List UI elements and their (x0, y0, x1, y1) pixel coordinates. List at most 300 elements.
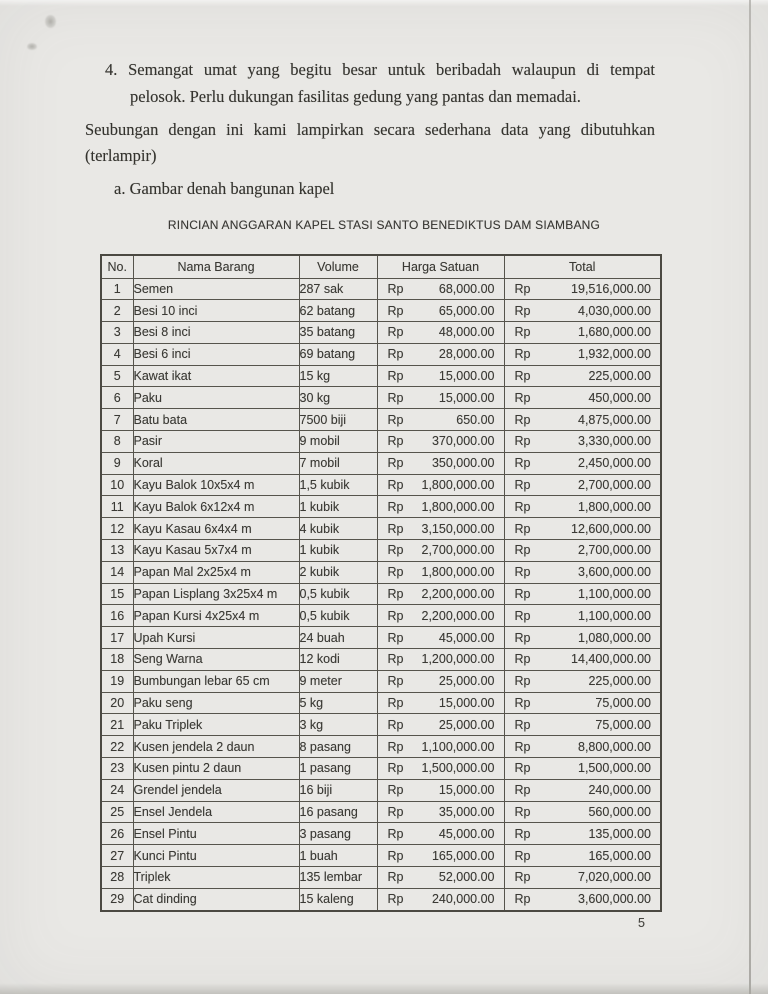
table-row (101, 627, 661, 649)
cell-total (504, 583, 661, 605)
total-amount: 450,000.00 (588, 390, 651, 405)
table-row (101, 278, 661, 300)
cell-volume: 16 biji (299, 779, 377, 801)
cell-total (504, 605, 661, 627)
cell-nama-barang: Papan Lisplang 3x25x4 m (133, 583, 299, 605)
cell-volume: 0,5 kubik (299, 605, 377, 627)
total-amount: 19,516,000.00 (571, 281, 651, 296)
cell-harga-satuan (377, 387, 504, 409)
cell-volume: 7 mobil (299, 452, 377, 474)
cell-nama-barang: Papan Mal 2x25x4 m (133, 561, 299, 583)
table-row (101, 736, 661, 758)
table-row (101, 561, 661, 583)
currency-label: Rp (387, 587, 404, 602)
header-nama-barang: Nama Barang (133, 255, 299, 278)
cell-harga-satuan (377, 714, 504, 736)
cell-no: 17 (101, 627, 133, 649)
budget-table-body (101, 278, 661, 911)
scan-speckle (45, 15, 56, 28)
cell-no: 3 (101, 322, 133, 344)
harga-amount: 350,000.00 (431, 456, 495, 471)
cell-total (504, 845, 661, 867)
total-amount: 3,600,000.00 (578, 565, 651, 580)
scan-edge-line (749, 0, 751, 994)
currency-label: Rp (514, 412, 531, 427)
cell-nama-barang: Seng Warna (133, 649, 299, 671)
cell-total (504, 888, 661, 911)
cell-volume: 30 kg (299, 387, 377, 409)
currency-label: Rp (387, 739, 404, 754)
cell-nama-barang: Kayu Kasau 5x7x4 m (133, 540, 299, 562)
cell-volume: 287 sak (299, 278, 377, 300)
currency-label: Rp (514, 347, 531, 362)
currency-label: Rp (514, 739, 531, 754)
header-volume: Volume (299, 255, 377, 278)
currency-label: Rp (387, 674, 404, 689)
currency-label: Rp (514, 717, 531, 732)
currency-label: Rp (387, 347, 404, 362)
currency-label: Rp (514, 652, 531, 667)
header-row (101, 255, 661, 278)
cell-harga-satuan (377, 496, 504, 518)
cell-volume: 9 meter (299, 670, 377, 692)
cell-nama-barang: Kusen pintu 2 daun (133, 758, 299, 780)
total-amount: 14,400,000.00 (571, 652, 651, 667)
scan-speckle (27, 43, 37, 50)
cell-total (504, 670, 661, 692)
table-row (101, 583, 661, 605)
currency-label: Rp (387, 630, 404, 645)
page-number: 5 (638, 916, 645, 930)
harga-amount: 15,000.00 (438, 696, 495, 711)
total-amount: 3,330,000.00 (578, 434, 651, 449)
harga-amount: 650.00 (456, 412, 495, 427)
currency-label: Rp (514, 826, 531, 841)
cell-total (504, 365, 661, 387)
cell-no: 7 (101, 409, 133, 431)
cell-harga-satuan (377, 801, 504, 823)
cell-nama-barang: Pasir (133, 431, 299, 453)
cell-no: 21 (101, 714, 133, 736)
harga-amount: 15,000.00 (438, 369, 495, 384)
cell-harga-satuan (377, 409, 504, 431)
currency-label: Rp (387, 892, 404, 907)
cell-volume: 0,5 kubik (299, 583, 377, 605)
harga-amount: 45,000.00 (438, 826, 495, 841)
table-row (101, 322, 661, 344)
header-total: Total (504, 255, 661, 278)
cell-no: 6 (101, 387, 133, 409)
total-amount: 1,932,000.00 (578, 347, 651, 362)
cell-no: 12 (101, 518, 133, 540)
cell-volume: 24 buah (299, 627, 377, 649)
table-row (101, 518, 661, 540)
cell-nama-barang: Triplek (133, 867, 299, 889)
cell-no: 13 (101, 540, 133, 562)
cell-nama-barang: Kunci Pintu (133, 845, 299, 867)
table-row (101, 758, 661, 780)
total-amount: 7,020,000.00 (578, 870, 651, 885)
table-row (101, 670, 661, 692)
cell-harga-satuan (377, 758, 504, 780)
paragraph-point4-line2: pelosok. Perlu dukungan fasilitas gedung yang pantas dan memadai. (130, 87, 581, 106)
paragraph-intro-line2: (terlampir) (85, 146, 157, 165)
cell-volume: 1 kubik (299, 540, 377, 562)
currency-label: Rp (387, 478, 404, 493)
harga-amount: 65,000.00 (438, 303, 495, 318)
table-row (101, 801, 661, 823)
total-amount: 1,500,000.00 (578, 761, 651, 776)
cell-total (504, 409, 661, 431)
currency-label: Rp (387, 826, 404, 841)
cell-nama-barang: Batu bata (133, 409, 299, 431)
cell-harga-satuan (377, 736, 504, 758)
currency-label: Rp (514, 303, 531, 318)
cell-no: 27 (101, 845, 133, 867)
currency-label: Rp (514, 434, 531, 449)
cell-total (504, 540, 661, 562)
cell-total (504, 714, 661, 736)
currency-label: Rp (514, 761, 531, 776)
cell-volume: 3 pasang (299, 823, 377, 845)
currency-label: Rp (387, 281, 404, 296)
total-amount: 240,000.00 (588, 783, 651, 798)
currency-label: Rp (514, 587, 531, 602)
table-row (101, 431, 661, 453)
cell-no: 1 (101, 278, 133, 300)
total-amount: 560,000.00 (588, 805, 651, 820)
cell-volume: 16 pasang (299, 801, 377, 823)
harga-amount: 25,000.00 (438, 674, 495, 689)
cell-total (504, 736, 661, 758)
cell-harga-satuan (377, 627, 504, 649)
cell-nama-barang: Kayu Balok 10x5x4 m (133, 474, 299, 496)
total-amount: 12,600,000.00 (571, 521, 651, 536)
scan-bottom-shade (0, 983, 768, 994)
paragraph-intro-line1: Seubungan dengan ini kami lampirkan secara sederhana data yang dibutuhkan (85, 120, 655, 139)
cell-harga-satuan (377, 278, 504, 300)
cell-nama-barang: Besi 8 inci (133, 322, 299, 344)
currency-label: Rp (387, 434, 404, 449)
cell-harga-satuan (377, 365, 504, 387)
cell-no: 4 (101, 343, 133, 365)
cell-no: 26 (101, 823, 133, 845)
currency-label: Rp (387, 369, 404, 384)
harga-amount: 28,000.00 (438, 347, 495, 362)
total-amount: 2,700,000.00 (578, 543, 651, 558)
total-amount: 225,000.00 (588, 369, 651, 384)
cell-harga-satuan (377, 605, 504, 627)
currency-label: Rp (514, 543, 531, 558)
harga-amount: 25,000.00 (438, 717, 495, 732)
currency-label: Rp (514, 478, 531, 493)
cell-harga-satuan (377, 343, 504, 365)
total-amount: 1,080,000.00 (578, 630, 651, 645)
list-item-a: a. Gambar denah bangunan kapel (114, 179, 335, 198)
total-amount: 4,875,000.00 (578, 412, 651, 427)
cell-total (504, 801, 661, 823)
total-amount: 8,800,000.00 (578, 739, 651, 754)
cell-no: 28 (101, 867, 133, 889)
table-row (101, 343, 661, 365)
cell-total (504, 518, 661, 540)
harga-amount: 52,000.00 (438, 870, 495, 885)
cell-no: 15 (101, 583, 133, 605)
cell-nama-barang: Kawat ikat (133, 365, 299, 387)
table-row (101, 845, 661, 867)
total-amount: 2,700,000.00 (578, 478, 651, 493)
harga-amount: 1,800,000.00 (421, 478, 495, 493)
total-amount: 2,450,000.00 (578, 456, 651, 471)
total-amount: 225,000.00 (588, 674, 651, 689)
currency-label: Rp (514, 805, 531, 820)
cell-nama-barang: Kayu Kasau 6x4x4 m (133, 518, 299, 540)
harga-amount: 370,000.00 (431, 434, 495, 449)
currency-label: Rp (514, 696, 531, 711)
harga-amount: 2,700,000.00 (421, 543, 495, 558)
table-row (101, 714, 661, 736)
currency-label: Rp (387, 325, 404, 340)
cell-no: 23 (101, 758, 133, 780)
cell-no: 11 (101, 496, 133, 518)
cell-harga-satuan (377, 845, 504, 867)
harga-amount: 1,800,000.00 (421, 565, 495, 580)
currency-label: Rp (387, 565, 404, 580)
cell-harga-satuan (377, 518, 504, 540)
currency-label: Rp (514, 870, 531, 885)
budget-table-header (101, 255, 661, 278)
currency-label: Rp (387, 390, 404, 405)
table-row (101, 452, 661, 474)
cell-volume: 15 kg (299, 365, 377, 387)
cell-no: 18 (101, 649, 133, 671)
table-row (101, 409, 661, 431)
table-row (101, 823, 661, 845)
currency-label: Rp (387, 761, 404, 776)
cell-harga-satuan (377, 867, 504, 889)
cell-volume: 2 kubik (299, 561, 377, 583)
total-amount: 4,030,000.00 (578, 303, 651, 318)
cell-nama-barang: Cat dinding (133, 888, 299, 911)
budget-table-title: RINCIAN ANGGARAN KAPEL STASI SANTO BENEDIKTUS DAM SIAMBANG (167, 218, 601, 232)
currency-label: Rp (514, 674, 531, 689)
cell-nama-barang: Ensel Pintu (133, 823, 299, 845)
cell-nama-barang: Kayu Balok 6x12x4 m (133, 496, 299, 518)
cell-volume: 1 pasang (299, 758, 377, 780)
cell-total (504, 496, 661, 518)
cell-nama-barang: Upah Kursi (133, 627, 299, 649)
cell-harga-satuan (377, 888, 504, 911)
harga-amount: 3,150,000.00 (421, 521, 495, 536)
harga-amount: 15,000.00 (438, 390, 495, 405)
harga-amount: 1,500,000.00 (421, 761, 495, 776)
cell-volume: 15 kaleng (299, 888, 377, 911)
budget-table (100, 254, 662, 912)
currency-label: Rp (514, 499, 531, 514)
cell-no: 22 (101, 736, 133, 758)
cell-no: 20 (101, 692, 133, 714)
harga-amount: 15,000.00 (438, 783, 495, 798)
cell-total (504, 474, 661, 496)
cell-total (504, 300, 661, 322)
harga-amount: 48,000.00 (438, 325, 495, 340)
cell-volume: 9 mobil (299, 431, 377, 453)
cell-nama-barang: Paku seng (133, 692, 299, 714)
currency-label: Rp (387, 412, 404, 427)
table-row (101, 649, 661, 671)
cell-harga-satuan (377, 823, 504, 845)
harga-amount: 45,000.00 (438, 630, 495, 645)
currency-label: Rp (387, 303, 404, 318)
cell-nama-barang: Besi 6 inci (133, 343, 299, 365)
cell-nama-barang: Besi 10 inci (133, 300, 299, 322)
harga-amount: 165,000.00 (431, 848, 495, 863)
cell-no: 10 (101, 474, 133, 496)
currency-label: Rp (514, 848, 531, 863)
cell-nama-barang: Paku Triplek (133, 714, 299, 736)
cell-volume: 12 kodi (299, 649, 377, 671)
table-row (101, 605, 661, 627)
currency-label: Rp (514, 892, 531, 907)
cell-volume: 3 kg (299, 714, 377, 736)
cell-total (504, 758, 661, 780)
currency-label: Rp (514, 783, 531, 798)
currency-label: Rp (514, 608, 531, 623)
total-amount: 1,100,000.00 (578, 587, 651, 602)
currency-label: Rp (514, 390, 531, 405)
cell-no: 5 (101, 365, 133, 387)
currency-label: Rp (387, 783, 404, 798)
cell-no: 16 (101, 605, 133, 627)
cell-volume: 135 lembar (299, 867, 377, 889)
cell-total (504, 343, 661, 365)
table-row (101, 692, 661, 714)
harga-amount: 1,800,000.00 (421, 499, 495, 514)
harga-amount: 2,200,000.00 (421, 608, 495, 623)
header-no: No. (101, 255, 133, 278)
cell-nama-barang: Ensel Jendela (133, 801, 299, 823)
table-row (101, 888, 661, 911)
cell-no: 14 (101, 561, 133, 583)
total-amount: 165,000.00 (588, 848, 651, 863)
cell-total (504, 322, 661, 344)
total-amount: 3,600,000.00 (578, 892, 651, 907)
table-row (101, 867, 661, 889)
cell-harga-satuan (377, 561, 504, 583)
cell-total (504, 561, 661, 583)
cell-no: 24 (101, 779, 133, 801)
cell-harga-satuan (377, 649, 504, 671)
cell-volume: 5 kg (299, 692, 377, 714)
cell-harga-satuan (377, 431, 504, 453)
currency-label: Rp (387, 696, 404, 711)
cell-total (504, 649, 661, 671)
cell-total (504, 779, 661, 801)
cell-nama-barang: Paku (133, 387, 299, 409)
total-amount: 75,000.00 (595, 717, 651, 732)
cell-volume: 62 batang (299, 300, 377, 322)
cell-nama-barang: Kusen jendela 2 daun (133, 736, 299, 758)
cell-harga-satuan (377, 452, 504, 474)
currency-label: Rp (387, 608, 404, 623)
cell-total (504, 452, 661, 474)
table-row (101, 496, 661, 518)
cell-nama-barang: Papan Kursi 4x25x4 m (133, 605, 299, 627)
cell-no: 9 (101, 452, 133, 474)
cell-total (504, 627, 661, 649)
harga-amount: 35,000.00 (438, 805, 495, 820)
harga-amount: 1,100,000.00 (421, 739, 495, 754)
cell-volume: 1 kubik (299, 496, 377, 518)
cell-volume: 1,5 kubik (299, 474, 377, 496)
cell-nama-barang: Koral (133, 452, 299, 474)
cell-harga-satuan (377, 300, 504, 322)
cell-nama-barang: Bumbungan lebar 65 cm (133, 670, 299, 692)
table-row (101, 365, 661, 387)
cell-harga-satuan (377, 322, 504, 344)
cell-volume: 7500 biji (299, 409, 377, 431)
cell-volume: 35 batang (299, 322, 377, 344)
total-amount: 75,000.00 (595, 696, 651, 711)
currency-label: Rp (514, 521, 531, 536)
cell-harga-satuan (377, 779, 504, 801)
currency-label: Rp (387, 499, 404, 514)
harga-amount: 1,200,000.00 (421, 652, 495, 667)
cell-total (504, 387, 661, 409)
cell-total (504, 823, 661, 845)
cell-nama-barang: Semen (133, 278, 299, 300)
currency-label: Rp (387, 805, 404, 820)
scan-top-shade (0, 0, 768, 6)
cell-volume: 8 pasang (299, 736, 377, 758)
table-row (101, 540, 661, 562)
cell-no: 25 (101, 801, 133, 823)
total-amount: 1,680,000.00 (578, 325, 651, 340)
total-amount: 1,800,000.00 (578, 499, 651, 514)
cell-volume: 1 buah (299, 845, 377, 867)
cell-total (504, 692, 661, 714)
cell-harga-satuan (377, 540, 504, 562)
cell-harga-satuan (377, 583, 504, 605)
table-row (101, 779, 661, 801)
table-row (101, 300, 661, 322)
cell-harga-satuan (377, 670, 504, 692)
table-row (101, 387, 661, 409)
cell-volume: 69 batang (299, 343, 377, 365)
currency-label: Rp (514, 630, 531, 645)
currency-label: Rp (514, 456, 531, 471)
harga-amount: 2,200,000.00 (421, 587, 495, 602)
paragraph-point4-line1: 4. Semangat umat yang begitu besar untuk beribadah walaupun di tempat (105, 60, 655, 79)
currency-label: Rp (387, 848, 404, 863)
cell-nama-barang: Grendel jendela (133, 779, 299, 801)
currency-label: Rp (514, 565, 531, 580)
table-row (101, 474, 661, 496)
cell-no: 19 (101, 670, 133, 692)
cell-no: 8 (101, 431, 133, 453)
currency-label: Rp (514, 369, 531, 384)
cell-harga-satuan (377, 692, 504, 714)
harga-amount: 68,000.00 (438, 281, 495, 296)
total-amount: 1,100,000.00 (578, 608, 651, 623)
currency-label: Rp (387, 456, 404, 471)
currency-label: Rp (387, 717, 404, 732)
currency-label: Rp (514, 281, 531, 296)
cell-total (504, 431, 661, 453)
currency-label: Rp (514, 325, 531, 340)
harga-amount: 240,000.00 (431, 892, 495, 907)
cell-no: 29 (101, 888, 133, 911)
